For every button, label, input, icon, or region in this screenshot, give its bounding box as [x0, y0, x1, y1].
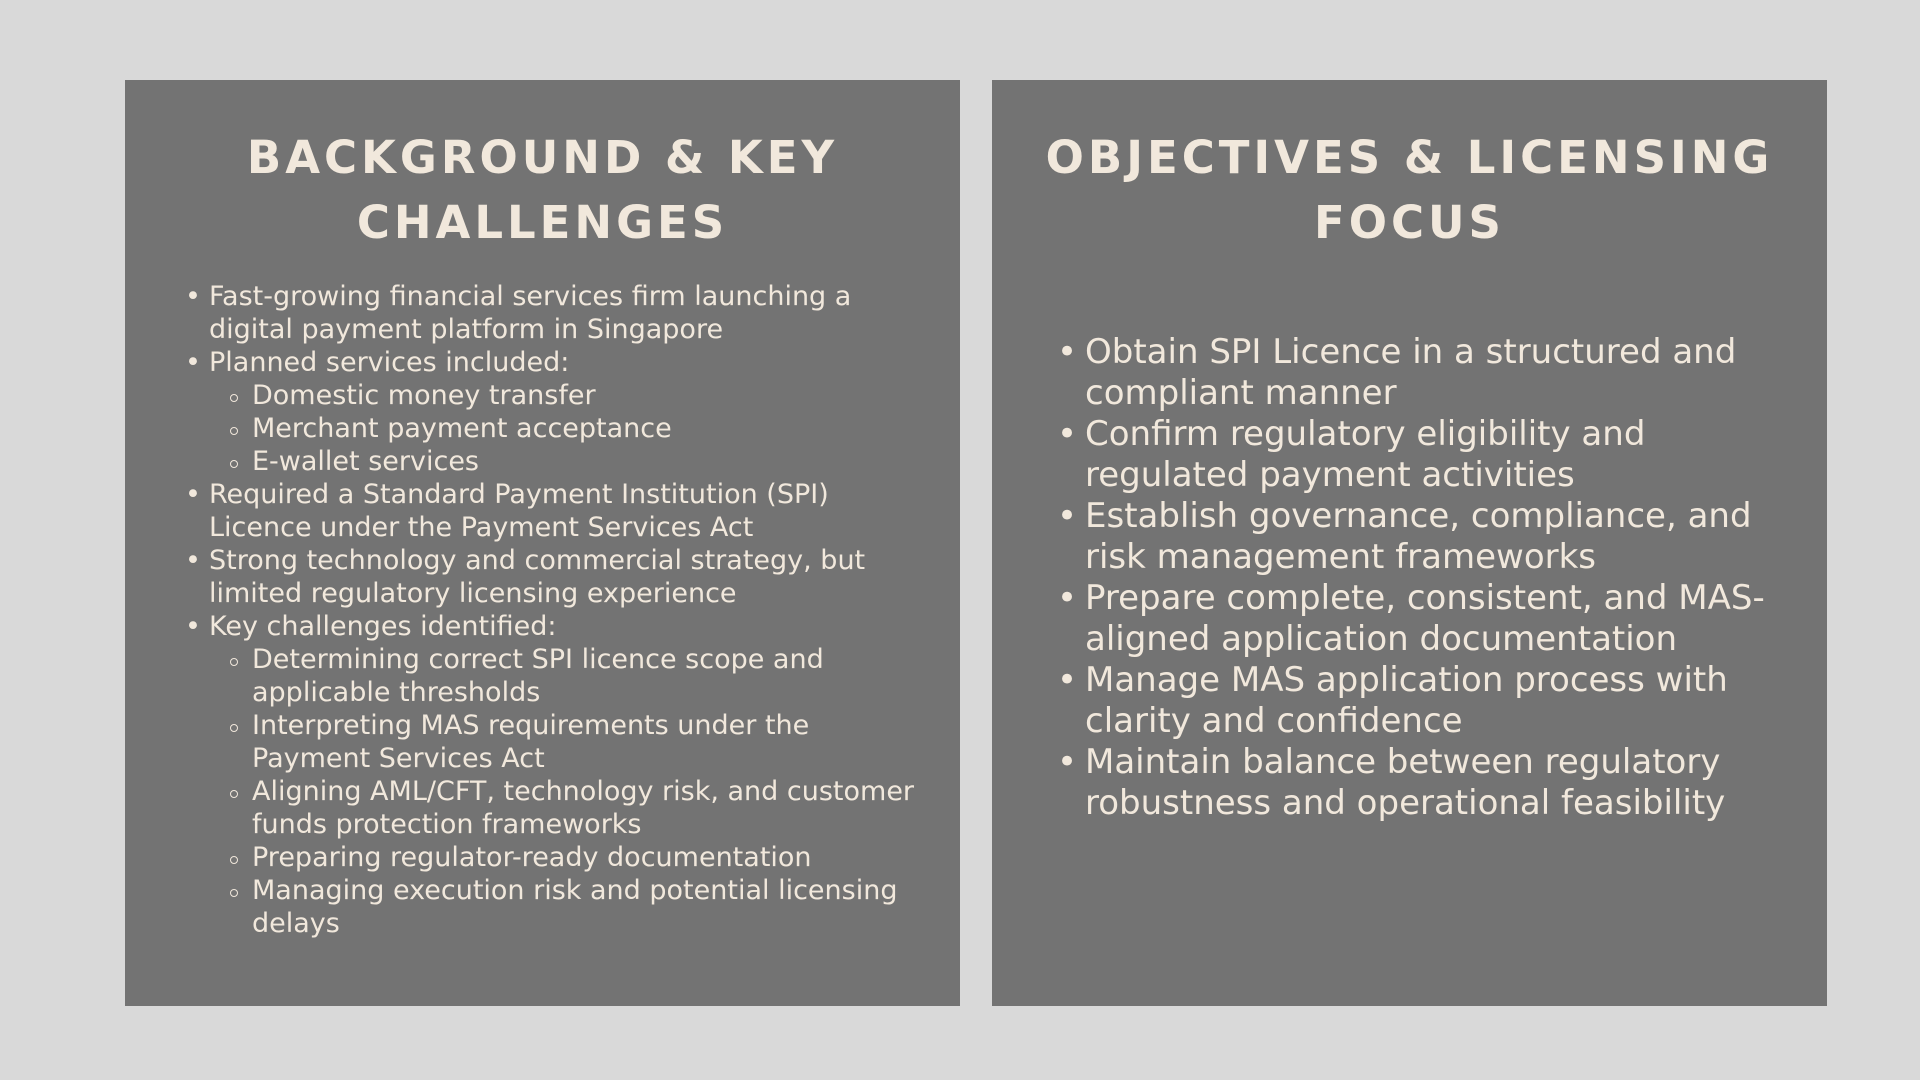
list-item: • Prepare complete, consistent, and MAS-aligned application documentation [1057, 578, 1807, 660]
sublist-item: Aligning AML/CFT, technology risk, and customer funds protection frameworks [185, 775, 930, 841]
list-item: • Confirm regulatory eligibility and regulated payment activities [1057, 414, 1807, 496]
list-item: • Strong technology and commercial strategy, but limited regulatory licensing experience [185, 544, 930, 610]
sublist-item: Determining correct SPI licence scope and applicable thresholds [185, 643, 930, 709]
objectives-licensing-panel [992, 80, 1827, 1006]
list-item: • Establish governance, compliance, and risk management frameworks [1057, 496, 1807, 578]
sublist-item: E-wallet services [185, 445, 930, 478]
objectives-list [1057, 332, 1807, 824]
sublist [185, 643, 930, 940]
list-item: • Fast-growing financial services firm launching a digital payment platform in Singapore [185, 280, 930, 346]
sublist-item: Interpreting MAS requirements under the Payment Services Act [185, 709, 930, 775]
sublist [185, 379, 930, 478]
background-challenges-panel [125, 80, 960, 1006]
list-item: • Manage MAS application process with clarity and confidence [1057, 660, 1807, 742]
list-item: • Maintain balance between regulatory robustness and operational feasibility [1057, 742, 1807, 824]
sublist-item: Managing execution risk and potential licensing delays [185, 874, 930, 940]
panel-title: BACKGROUND & KEY CHALLENGES [246, 131, 839, 249]
list-item: • Required a Standard Payment Institution (SPI) Licence under the Payment Services Act [185, 478, 930, 544]
list-item: • Obtain SPI Licence in a structured and compliant manner [1057, 332, 1807, 414]
list-item: • Key challenges identified: [185, 610, 930, 643]
list-item: • Planned services included: [185, 346, 930, 379]
background-list [185, 280, 930, 940]
sublist-item: Merchant payment acceptance [185, 412, 930, 445]
panel-title: OBJECTIVES & LICENSING FOCUS [1045, 131, 1774, 249]
sublist-item: Preparing regulator-ready documentation [185, 841, 930, 874]
sublist-item: Domestic money transfer [185, 379, 930, 412]
